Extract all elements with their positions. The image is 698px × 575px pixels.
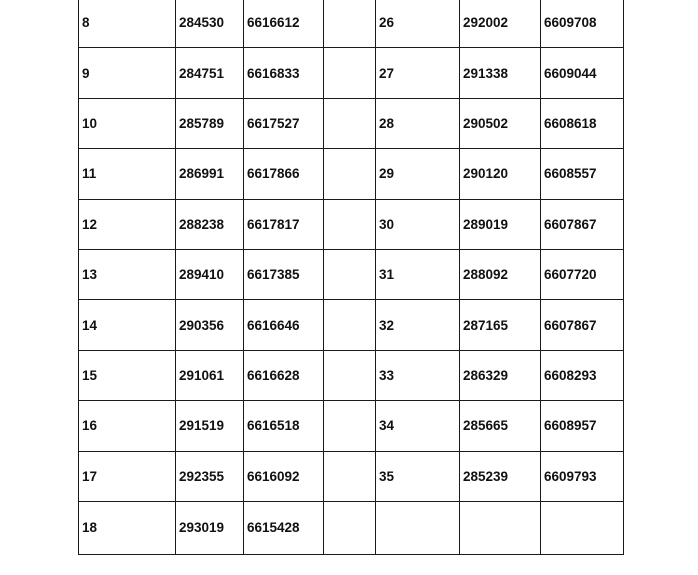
x-coordinate-cell: 288238 [176,199,244,249]
point-number-cell: 30 [376,199,460,249]
point-number-cell: 10 [79,98,176,148]
y-coordinate-cell: 6616518 [244,401,324,451]
point-number-cell: 15 [79,350,176,400]
table-row [79,199,624,249]
point-number-cell: 11 [79,149,176,199]
y-coordinate-cell: 6609708 [541,0,624,48]
point-number-cell: 12 [79,199,176,249]
spacer-cell [324,149,376,199]
y-coordinate-cell: 6608557 [541,149,624,199]
y-coordinate-cell: 6617866 [244,149,324,199]
point-number-cell: 17 [79,451,176,501]
spacer-cell [324,0,376,48]
table-row [79,98,624,148]
y-coordinate-cell: 6616628 [244,350,324,400]
x-coordinate-cell: 290120 [460,149,541,199]
spacer-cell [324,350,376,400]
x-coordinate-cell: 285665 [460,401,541,451]
x-coordinate-cell: 286329 [460,350,541,400]
x-coordinate-cell: 285789 [176,98,244,148]
point-number-cell: 9 [79,48,176,98]
y-coordinate-cell: 6616833 [244,48,324,98]
point-number-cell: 29 [376,149,460,199]
x-coordinate-cell: 285239 [460,451,541,501]
x-coordinate-cell: 291061 [176,350,244,400]
y-coordinate-cell: 6615428 [244,501,324,554]
y-coordinate-cell: 6617817 [244,199,324,249]
table-row [79,48,624,98]
x-coordinate-cell: 293019 [176,501,244,554]
point-number-cell: 13 [79,249,176,299]
point-number-cell: 34 [376,401,460,451]
x-coordinate-cell: 289410 [176,249,244,299]
y-coordinate-cell: 6609044 [541,48,624,98]
y-coordinate-cell: 6607867 [541,300,624,350]
point-number-cell: 16 [79,401,176,451]
point-number-cell: 28 [376,98,460,148]
y-coordinate-cell: 6607867 [541,199,624,249]
y-coordinate-cell: 6609793 [541,451,624,501]
table-row [79,350,624,400]
table-row [79,149,624,199]
point-number-cell: 35 [376,451,460,501]
y-coordinate-cell: 6608293 [541,350,624,400]
table-row [79,249,624,299]
point-number-cell: 27 [376,48,460,98]
coordinates-table-body [79,0,624,554]
y-coordinate-cell: 6616646 [244,300,324,350]
table-row [79,401,624,451]
y-coordinate-cell: 6617385 [244,249,324,299]
point-number-cell: 18 [79,501,176,554]
point-number-cell: 14 [79,300,176,350]
y-coordinate-cell: 6607720 [541,249,624,299]
spacer-cell [324,401,376,451]
y-coordinate-cell [541,501,624,554]
point-number-cell: 26 [376,0,460,48]
coordinates-table [78,0,624,555]
table-row [79,501,624,554]
x-coordinate-cell [460,501,541,554]
x-coordinate-cell: 286991 [176,149,244,199]
spacer-cell [324,501,376,554]
spacer-cell [324,98,376,148]
x-coordinate-cell: 287165 [460,300,541,350]
x-coordinate-cell: 292355 [176,451,244,501]
x-coordinate-cell: 290356 [176,300,244,350]
x-coordinate-cell: 291519 [176,401,244,451]
spacer-cell [324,300,376,350]
x-coordinate-cell: 284751 [176,48,244,98]
y-coordinate-cell: 6608618 [541,98,624,148]
point-number-cell: 32 [376,300,460,350]
x-coordinate-cell: 284530 [176,0,244,48]
point-number-cell: 33 [376,350,460,400]
x-coordinate-cell: 289019 [460,199,541,249]
x-coordinate-cell: 292002 [460,0,541,48]
table-row [79,0,624,48]
y-coordinate-cell: 6617527 [244,98,324,148]
x-coordinate-cell: 290502 [460,98,541,148]
y-coordinate-cell: 6608957 [541,401,624,451]
table-row [79,451,624,501]
point-number-cell: 8 [79,0,176,48]
spacer-cell [324,249,376,299]
spacer-cell [324,48,376,98]
point-number-cell: 31 [376,249,460,299]
y-coordinate-cell: 6616612 [244,0,324,48]
spacer-cell [324,451,376,501]
point-number-cell [376,501,460,554]
x-coordinate-cell: 288092 [460,249,541,299]
y-coordinate-cell: 6616092 [244,451,324,501]
x-coordinate-cell: 291338 [460,48,541,98]
spacer-cell [324,199,376,249]
table-row [79,300,624,350]
